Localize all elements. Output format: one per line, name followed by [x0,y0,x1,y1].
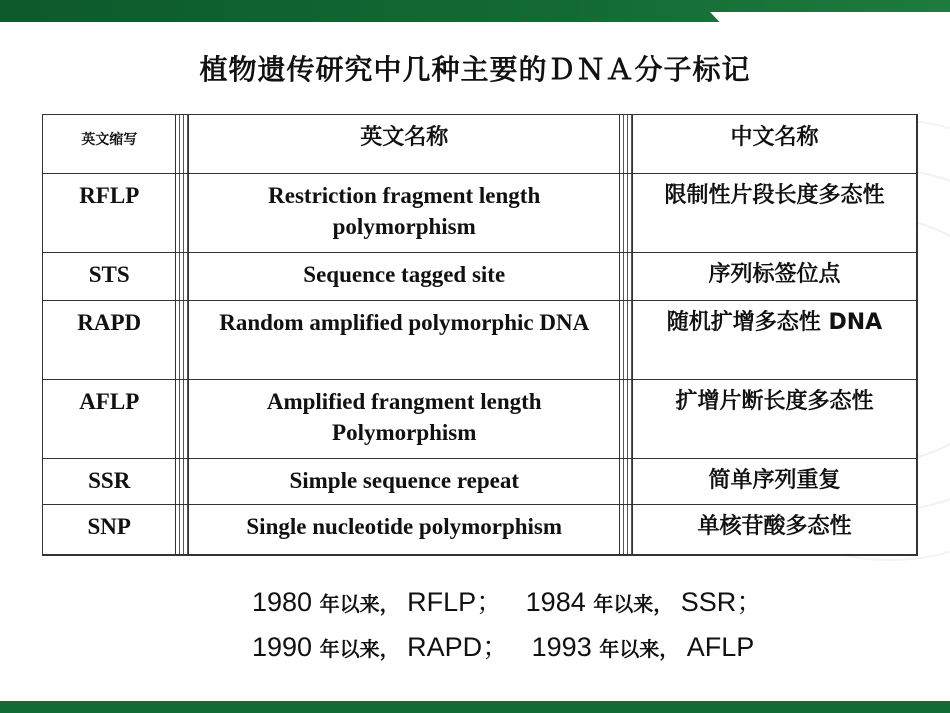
timeline-marker: SSR； [680,587,764,617]
row-english-name: Restriction fragment length polymorphism [188,173,618,252]
timeline-since: 年以来， [319,637,400,661]
row-abbr: RAPD [42,300,175,379]
row-english-name: Amplified frangment length Polymorphism [188,379,618,458]
column-separator [175,504,188,556]
table-header-row [42,114,918,173]
row-chinese-name: 限制性片段长度多态性 [632,173,918,252]
timeline-since: 年以来， [599,637,680,661]
column-separator [175,173,188,252]
column-separator [175,114,188,173]
column-separator [175,379,188,458]
row-abbr: SSR [42,458,175,504]
header-abbr: 英文缩写 [81,132,138,148]
row-chinese-name: 简单序列重复 [632,458,918,504]
column-separator [619,173,632,252]
timeline-marker: RAPD； [407,632,510,662]
timeline-line-2 [252,625,912,664]
column-separator [619,114,632,173]
table-row [42,504,918,556]
timeline-marker: RFLP； [407,587,504,617]
timeline-since: 年以来， [319,592,400,616]
header-chinese-cell [632,114,918,173]
row-chinese-name: 单核苷酸多态性 [632,504,918,556]
column-separator [175,300,188,379]
table-row [42,458,918,504]
table-row [42,252,918,300]
slide-title: 植物遗传研究中几种主要的ＤＮＡ分子标记 [199,53,751,86]
table-row [42,173,918,252]
row-english-name: Sequence tagged site [188,252,618,300]
timeline-year: 1980 [252,587,313,617]
row-chinese-name: 扩增片断长度多态性 [632,379,918,458]
row-english-name: Single nucleotide polymorphism [188,504,618,556]
timeline-marker: AFLP [686,632,755,662]
timeline-line-1 [252,580,912,619]
timeline-year: 1984 [525,587,586,617]
row-abbr: STS [42,252,175,300]
column-separator [619,252,632,300]
column-separator [619,504,632,556]
column-separator [175,252,188,300]
row-chinese-name: 序列标签位点 [632,252,918,300]
header-abbr-cell [42,114,175,173]
bottom-green-bar [0,701,950,713]
column-separator [619,300,632,379]
header-chinese-name: 中文名称 [730,125,819,150]
column-separator [175,458,188,504]
column-separator [619,458,632,504]
table-row [42,379,918,458]
row-english-name: Simple sequence repeat [188,458,618,504]
row-abbr: RFLP [42,173,175,252]
table-row [42,300,918,379]
top-green-bar [0,0,950,22]
row-abbr: AFLP [42,379,175,458]
row-chinese-name: 随机扩增多态性 DNA [632,300,918,379]
timeline-year: 1993 [531,632,592,662]
dna-marker-table [42,114,918,556]
timeline-year: 1990 [252,632,313,662]
top-bar-notch [710,12,950,22]
header-english-name: 英文名称 [360,125,449,150]
timeline-since: 年以来， [593,592,674,616]
row-english-name: Random amplified polymorphic DNA [188,300,618,379]
column-separator [619,379,632,458]
row-abbr: SNP [42,504,175,556]
header-english-cell [188,114,618,173]
